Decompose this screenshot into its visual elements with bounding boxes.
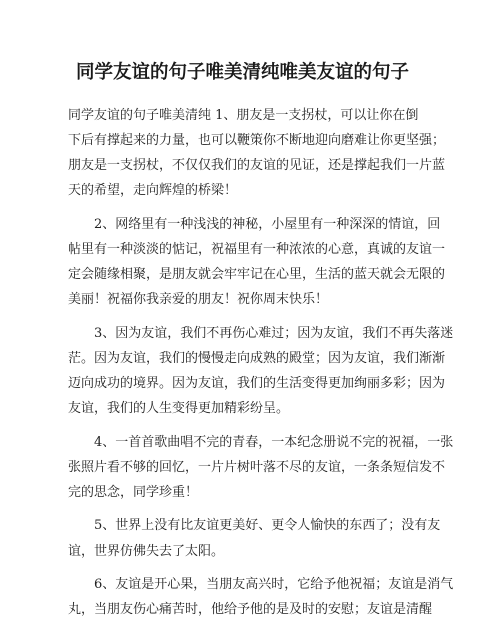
paragraph-1 (68, 103, 448, 203)
text-line: 天的希望，走向辉煌的桥梁！ (68, 183, 238, 199)
text-line: 3、因为友谊，我们不再伤心难过；因为友谊，我们不再失落迷 (94, 325, 454, 341)
text-line: 完的思念，同学珍重！ (68, 484, 199, 500)
paragraph-spacer (68, 564, 448, 573)
text-line: 4、一首首歌曲唱不完的青春，一本纪念册说不完的祝福，一张 (94, 434, 454, 450)
text-line: 茫。因为友谊，我们的慢慢走向成熟的殿堂；因为友谊，我们渐渐 (68, 350, 446, 366)
text-line: 谊，世界仿佛失去了太阳。 (68, 543, 225, 559)
paragraph-spacer (68, 312, 448, 321)
paragraph-spacer (68, 421, 448, 430)
paragraph-5 (68, 513, 448, 563)
paragraph-4 (68, 430, 454, 505)
text-line: 朋友是一支拐杖，不仅仅我们的友谊的见证，还是撑起我们一片蓝 (68, 158, 446, 174)
text-line: 6、友谊是开心果，当朋友高兴时，它给予他祝福；友谊是消气 (94, 577, 454, 593)
paragraph-3 (68, 321, 454, 421)
text-line: 下后有撑起来的力量，也可以鞭策你不断地迎向磨难让你更坚强； (68, 133, 446, 149)
paragraph-spacer (68, 505, 448, 514)
paragraph-6 (68, 572, 454, 622)
paragraph-spacer (68, 203, 448, 212)
text-line: 帖里有一种淡淡的惦记，祝福里有一种浓浓的心意，真诚的友谊一 (68, 241, 446, 257)
text-line: 2、网络里有一种浅浅的神秘，小屋里有一种深深的情谊，回 (94, 216, 441, 232)
text-line: 张照片看不够的回忆，一片片树叶落不尽的友谊，一条条短信发不 (68, 459, 446, 475)
text-line: 友谊，我们的人生变得更加精彩纷呈。 (68, 401, 290, 417)
text-line: 丸，当朋友伤心痛苦时，他给予他的是及时的安慰；友谊是清醒 (68, 602, 433, 618)
article-title: 同学友谊的句子唯美清纯唯美友谊的句子 (76, 62, 410, 83)
paragraph-2 (68, 212, 448, 312)
text-line: 迈向成功的境界。因为友谊，我们的生活变得更加绚丽多彩；因为 (68, 375, 446, 391)
text-line: 同学友谊的句子唯美清纯 1、朋友是一支拐杖，可以让你在倒 (68, 108, 419, 123)
text-line: 5、世界上没有比友谊更美好、更令人愉快的东西了；没有友 (94, 518, 441, 534)
text-line: 美丽！祝福你我亲爱的朋友！祝你周末快乐！ (68, 292, 329, 308)
text-line: 定会随缘相聚，是朋友就会牢牢记在心里，生活的蓝天就会无限的 (68, 267, 446, 283)
article-body (68, 103, 454, 622)
